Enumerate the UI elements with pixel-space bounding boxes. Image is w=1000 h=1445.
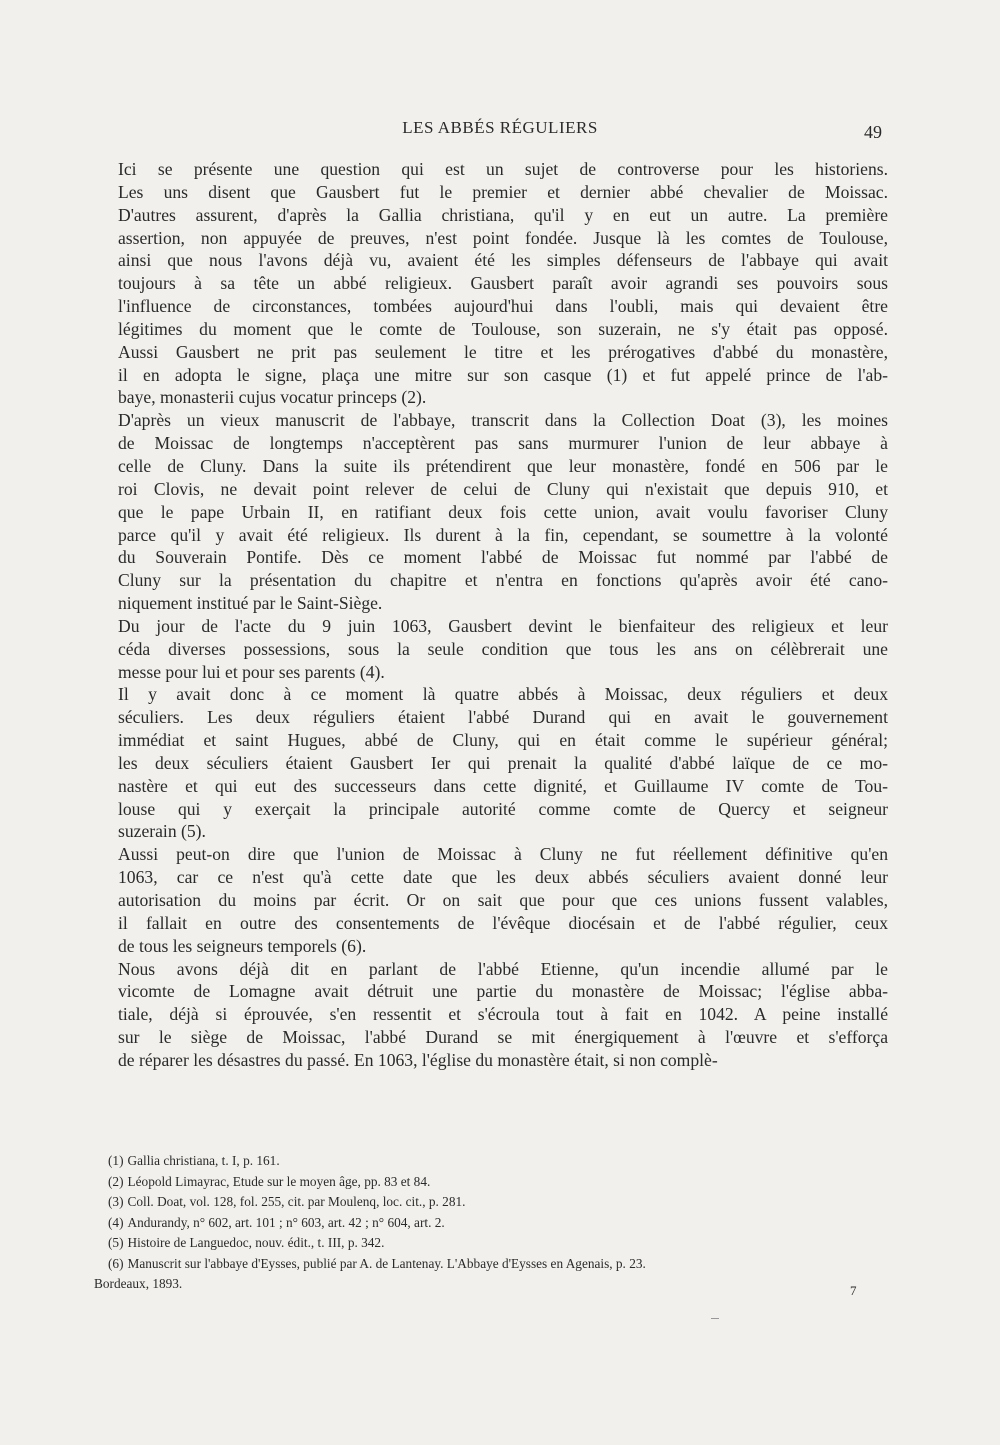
footnote bbox=[94, 1172, 894, 1193]
footnote bbox=[94, 1192, 894, 1213]
body-line: il en adopta le signe, plaça une mitre sur son casque (1) et fut appelé prince de l'ab- bbox=[118, 364, 888, 385]
body-line: messe pour lui et pour ses parents (4). bbox=[118, 661, 385, 682]
body-line: toujours à sa tête un abbé religieux. Gausbert paraît avoir agrandi ses pouvoirs sous bbox=[118, 273, 888, 294]
body-line: nastère et qui eut des successeurs dans cette dignité, et Guillaume IV comte de Tou- bbox=[118, 775, 888, 796]
body-line: Du jour de l'acte du 9 juin 1063, Gausbert devint le bienfaiteur des religieux et leur bbox=[118, 615, 888, 636]
body-line: Cluny sur la présentation du chapitre et n'entra en fonctions qu'après avoir été cano- bbox=[118, 570, 888, 591]
body-text bbox=[118, 158, 888, 1072]
body-line: autorisation du moins par écrit. Or on sait que pour que ces unions fussent valables, bbox=[118, 890, 888, 910]
footnote bbox=[94, 1254, 894, 1275]
body-line: de réparer les désastres du passé. En 1063, l'église du monastère était, si non complè- bbox=[118, 1049, 718, 1070]
body-line: D'autres assurent, d'après la Gallia christiana, qu'il y en eut un autre. La première bbox=[118, 204, 888, 225]
body-line: D'après un vieux manuscrit de l'abbaye, transcrit dans la Collection Doat (3), les moines bbox=[118, 410, 888, 431]
footnote-number: (6) bbox=[108, 1255, 124, 1271]
footnote-text: Andurandy, n° 602, art. 101 ; n° 603, art. 42 ; n° 604, art. 2. bbox=[127, 1214, 445, 1230]
footnote bbox=[94, 1233, 894, 1254]
body-line: niquement institué par le Saint-Siège. bbox=[118, 593, 383, 614]
body-line: Aussi peut-on dire que l'union de Moissac à Cluny ne fut réellement définitive qu'en bbox=[118, 844, 888, 865]
footnote-text: Histoire de Languedoc, nouv. édit., t. III, p. 342. bbox=[127, 1235, 385, 1250]
body-line: sur le siège de Moissac, l'abbé Durand se mit énergiquement à l'œuvre et s'efforça bbox=[118, 1027, 888, 1048]
body-line: Il y avait donc à ce moment là quatre abbés à Moissac, deux réguliers et deux bbox=[118, 684, 888, 705]
body-line: l'influence de circonstances, tombées aujourd'hui dans l'oubli, mais qui devaient être bbox=[118, 296, 888, 317]
printer-mark bbox=[711, 1318, 719, 1319]
body-line: vicomte de Lomagne avait détruit une partie du monastère de Moissac; l'église abba- bbox=[118, 981, 888, 1002]
body-line: de Moissac de longtemps n'acceptèrent pas sans murmurer l'union de leur abbaye à bbox=[118, 433, 888, 454]
footnote-number: (1) bbox=[108, 1153, 124, 1168]
body-line: Les uns disent que Gausbert fut le premier et dernier abbé chevalier de Moissac. bbox=[118, 181, 888, 202]
body-line: suzerain (5). bbox=[118, 821, 206, 842]
body-line: du Souverain Pontife. Dès ce moment l'abbé de Moissac fut nommé par l'abbé de bbox=[118, 547, 888, 568]
body-line: les deux séculiers étaient Gausbert Ier qui prenait la qualité d'abbé laïque de ce mo- bbox=[118, 752, 888, 773]
page-number: 49 bbox=[864, 122, 882, 142]
footnote-text: Manuscrit sur l'abbaye d'Eysses, publié par A. de Lantenay. L'Abbaye d'Eysses en Agenais, p. 23. bbox=[127, 1255, 646, 1271]
footnote-text: Gallia christiana, t. I, p. 161. bbox=[127, 1153, 280, 1168]
body-line: séculiers. Les deux réguliers étaient l'abbé Durand qui en avait le gouvernement bbox=[118, 707, 888, 728]
body-line: légitimes du moment que le comte de Toulouse, son suzerain, ne s'y était pas opposé. bbox=[118, 318, 888, 339]
body-line: baye, monasterii cujus vocatur princeps (2). bbox=[118, 387, 427, 408]
body-line: roi Clovis, ne devait point relever de celui de Cluny qui n'existait que depuis 910, et bbox=[118, 478, 888, 499]
footnotes bbox=[94, 1151, 894, 1295]
page-header bbox=[118, 118, 882, 144]
footnote-text: Léopold Limayrac, Etude sur le moyen âge, pp. 83 et 84. bbox=[127, 1173, 431, 1189]
body-line: de tous les seigneurs temporels (6). bbox=[118, 935, 367, 956]
body-line: céda diverses possessions, sous la seule condition que tous les ans on célèbrerait une bbox=[118, 638, 888, 659]
body-line: louse qui y exerçait la principale autorité comme comte de Quercy et seigneur bbox=[118, 798, 888, 819]
footnote-text: Coll. Doat, vol. 128, fol. 255, cit. par Moulenq, loc. cit., p. 281. bbox=[127, 1194, 466, 1209]
body-line: parce qu'il y avait été religieux. Ils durent à la fin, cependant, se soumettre à la volonté bbox=[118, 524, 888, 545]
body-line: 1063, car ce n'est qu'à cette date que les deux abbés séculiers avaient donné leur bbox=[118, 867, 888, 888]
footnote bbox=[94, 1213, 894, 1234]
body-line: il fallait en outre des consentements de l'évêque diocésain et de l'abbé régulier, ceux bbox=[118, 912, 888, 933]
body-line: immédiat et saint Hugues, abbé de Cluny, qui en était comme le supérieur général; bbox=[118, 730, 888, 751]
body-line: tiale, déjà si éprouvée, s'en ressentit et s'écroula tout à fait en 1042. A peine installé bbox=[118, 1004, 888, 1025]
running-title: LES ABBÉS RÉGULIERS bbox=[402, 118, 598, 137]
footnote bbox=[94, 1151, 894, 1172]
body-line: ainsi que nous l'avons déjà vu, avaient été les simples défenseurs de l'abbaye qui avait bbox=[118, 250, 888, 271]
footnote-number: (2) bbox=[108, 1173, 124, 1189]
body-line: que le pape Urbain II, en ratifiant deux fois cette union, avait voulu favoriser Cluny bbox=[118, 501, 888, 522]
body-line: celle de Cluny. Dans la suite ils prétendirent que leur monastère, fondé en 506 par le bbox=[118, 455, 888, 476]
footnote-number: (3) bbox=[108, 1194, 124, 1209]
body-line: Aussi Gausbert ne prit pas seulement le titre et les prérogatives d'abbé du monastère, bbox=[118, 341, 888, 362]
footnote-number: (5) bbox=[108, 1235, 124, 1250]
body-line: Ici se présente une question qui est un sujet de controverse pour les historiens. bbox=[118, 159, 888, 179]
footnote-number: (4) bbox=[108, 1214, 124, 1230]
footnote-continuation: Bordeaux, 1893. bbox=[94, 1276, 183, 1291]
body-line: Nous avons déjà dit en parlant de l'abbé Etienne, qu'un incendie allumé par le bbox=[118, 958, 888, 979]
signature-mark: 7 bbox=[850, 1283, 857, 1298]
body-line: assertion, non appuyée de preuves, n'est point fondée. Jusque là les comtes de Toulouse, bbox=[118, 227, 888, 248]
